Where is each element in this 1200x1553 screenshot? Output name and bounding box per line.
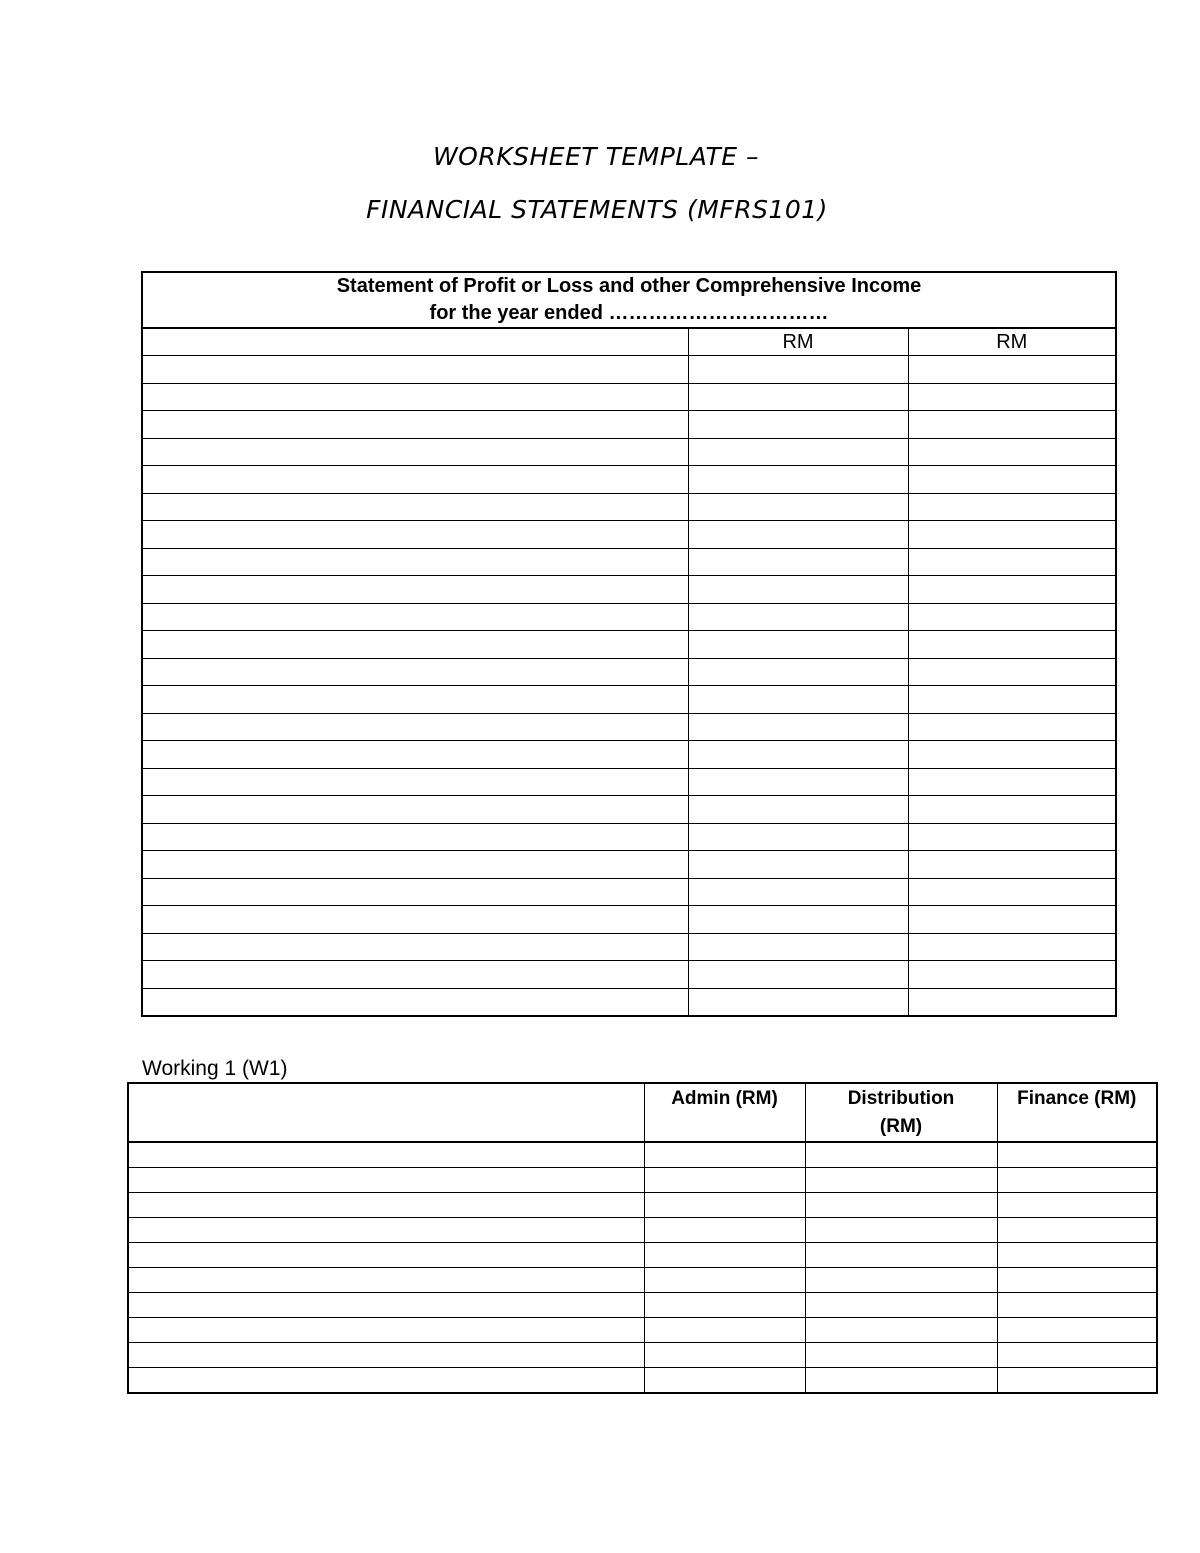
pl-entry-cell[interactable]	[142, 906, 688, 934]
pl-heading-line2: for the year ended ……………………………	[429, 302, 829, 324]
pl-table-row	[142, 521, 1116, 549]
pl-entry-cell[interactable]	[142, 878, 688, 906]
w1-entry-cell[interactable]	[644, 1193, 805, 1218]
pl-entry-cell[interactable]	[142, 796, 688, 824]
pl-entry-cell[interactable]	[908, 383, 1116, 411]
pl-entry-cell[interactable]	[688, 796, 908, 824]
w1-col-finance-header: Finance (RM)	[997, 1083, 1157, 1142]
w1-table-row	[128, 1318, 1157, 1343]
pl-entry-cell[interactable]	[908, 548, 1116, 576]
pl-entry-cell[interactable]	[142, 383, 688, 411]
pl-entry-cell[interactable]	[142, 658, 688, 686]
w1-entry-cell[interactable]	[997, 1343, 1157, 1368]
pl-entry-cell[interactable]	[142, 521, 688, 549]
pl-entry-cell[interactable]	[688, 438, 908, 466]
pl-entry-cell[interactable]	[908, 493, 1116, 521]
w1-entry-cell[interactable]	[644, 1293, 805, 1318]
w1-entry-cell[interactable]	[644, 1142, 805, 1168]
w1-entry-cell[interactable]	[644, 1243, 805, 1268]
pl-table-row	[142, 988, 1116, 1016]
pl-table-row	[142, 741, 1116, 769]
pl-entry-cell[interactable]	[688, 411, 908, 439]
w1-entry-cell[interactable]	[997, 1368, 1157, 1394]
w1-entry-cell[interactable]	[805, 1243, 997, 1268]
pl-entry-cell[interactable]	[142, 493, 688, 521]
pl-entry-cell[interactable]	[908, 466, 1116, 494]
pl-entry-cell[interactable]	[688, 768, 908, 796]
pl-entry-cell[interactable]	[908, 933, 1116, 961]
working1-label: Working 1 (W1)	[142, 1057, 288, 1080]
pl-entry-cell[interactable]	[908, 576, 1116, 604]
w1-entry-cell[interactable]	[997, 1193, 1157, 1218]
pl-entry-cell[interactable]	[142, 713, 688, 741]
pl-entry-cell[interactable]	[688, 658, 908, 686]
w1-entry-cell[interactable]	[128, 1368, 644, 1394]
pl-entry-cell[interactable]	[142, 411, 688, 439]
pl-entry-cell[interactable]	[908, 796, 1116, 824]
w1-table-row	[128, 1368, 1157, 1394]
pl-table-row	[142, 411, 1116, 439]
w1-entry-cell[interactable]	[644, 1168, 805, 1193]
w1-entry-cell[interactable]	[128, 1168, 644, 1193]
pl-entry-cell[interactable]	[688, 713, 908, 741]
pl-entry-cell[interactable]	[688, 521, 908, 549]
pl-entry-cell[interactable]	[142, 686, 688, 714]
w1-entry-cell[interactable]	[997, 1268, 1157, 1293]
w1-entry-cell[interactable]	[128, 1142, 644, 1168]
pl-entry-cell[interactable]	[908, 988, 1116, 1016]
pl-entry-cell[interactable]	[908, 878, 1116, 906]
w1-table-row	[128, 1343, 1157, 1368]
w1-entry-cell[interactable]	[997, 1142, 1157, 1168]
pl-entry-cell[interactable]	[142, 356, 688, 384]
pl-entry-cell[interactable]	[142, 548, 688, 576]
w1-entry-cell[interactable]	[805, 1142, 997, 1168]
pl-table-row	[142, 851, 1116, 879]
pl-entry-cell[interactable]	[688, 988, 908, 1016]
pl-entry-cell[interactable]	[688, 576, 908, 604]
w1-entry-cell[interactable]	[805, 1318, 997, 1343]
pl-entry-cell[interactable]	[688, 548, 908, 576]
pl-entry-cell[interactable]	[908, 713, 1116, 741]
pl-entry-cell[interactable]	[908, 438, 1116, 466]
w1-table-row	[128, 1293, 1157, 1318]
w1-entry-cell[interactable]	[128, 1343, 644, 1368]
pl-entry-cell[interactable]	[142, 438, 688, 466]
pl-entry-cell[interactable]	[142, 603, 688, 631]
pl-entry-cell[interactable]	[908, 823, 1116, 851]
pl-entry-cell[interactable]	[688, 383, 908, 411]
pl-entry-cell[interactable]	[908, 603, 1116, 631]
pl-table-row	[142, 466, 1116, 494]
pl-entry-cell[interactable]	[142, 823, 688, 851]
pl-table-row	[142, 603, 1116, 631]
w1-entry-cell[interactable]	[128, 1318, 644, 1343]
working1-table	[127, 1082, 1158, 1394]
pl-entry-cell[interactable]	[142, 466, 688, 494]
pl-table-row	[142, 768, 1116, 796]
pl-entry-cell[interactable]	[908, 768, 1116, 796]
w1-column-header-row	[128, 1083, 1157, 1142]
pl-entry-cell[interactable]	[688, 686, 908, 714]
profit-loss-table	[141, 271, 1117, 1017]
w1-entry-cell[interactable]	[644, 1268, 805, 1293]
pl-entry-cell[interactable]	[908, 851, 1116, 879]
w1-entry-cell[interactable]	[128, 1193, 644, 1218]
w1-entry-cell[interactable]	[805, 1168, 997, 1193]
pl-table-row	[142, 686, 1116, 714]
document-title-line2: FINANCIAL STATEMENTS (MFRS101)	[366, 195, 828, 224]
pl-entry-cell[interactable]	[142, 768, 688, 796]
pl-table-row	[142, 658, 1116, 686]
pl-col-rm-header: RM	[688, 328, 908, 356]
pl-table-row	[142, 906, 1116, 934]
pl-entry-cell[interactable]	[688, 906, 908, 934]
w1-entry-cell[interactable]	[997, 1243, 1157, 1268]
w1-entry-cell[interactable]	[997, 1168, 1157, 1193]
w1-entry-cell[interactable]	[805, 1218, 997, 1243]
pl-column-header-row	[142, 328, 1116, 356]
pl-col-rm-header: RM	[908, 328, 1116, 356]
w1-entry-cell[interactable]	[805, 1368, 997, 1394]
w1-table-row	[128, 1218, 1157, 1243]
pl-entry-cell[interactable]	[688, 631, 908, 659]
w1-entry-cell[interactable]	[997, 1318, 1157, 1343]
w1-entry-cell[interactable]	[644, 1218, 805, 1243]
pl-table-row	[142, 576, 1116, 604]
w1-entry-cell[interactable]	[644, 1318, 805, 1343]
w1-entry-cell[interactable]	[805, 1268, 997, 1293]
pl-entry-cell[interactable]	[688, 356, 908, 384]
pl-entry-cell[interactable]	[908, 658, 1116, 686]
w1-entry-cell[interactable]	[644, 1368, 805, 1394]
pl-entry-cell[interactable]	[142, 988, 688, 1016]
pl-table-heading	[142, 272, 1116, 328]
pl-entry-cell[interactable]	[142, 961, 688, 989]
w1-entry-cell[interactable]	[997, 1293, 1157, 1318]
pl-table-row	[142, 438, 1116, 466]
document-title-line1: WORKSHEET TEMPLATE –	[432, 142, 760, 171]
pl-entry-cell[interactable]	[688, 493, 908, 521]
pl-entry-cell[interactable]	[142, 631, 688, 659]
pl-entry-cell[interactable]	[688, 823, 908, 851]
pl-entry-cell[interactable]	[688, 878, 908, 906]
pl-entry-cell[interactable]	[908, 961, 1116, 989]
w1-entry-cell[interactable]	[644, 1343, 805, 1368]
pl-heading-line1: Statement of Profit or Loss and other Comprehensive Income	[336, 275, 922, 297]
pl-entry-cell[interactable]	[688, 466, 908, 494]
w1-table-row	[128, 1193, 1157, 1218]
pl-entry-cell[interactable]	[688, 933, 908, 961]
w1-entry-cell[interactable]	[128, 1243, 644, 1268]
w1-entry-cell[interactable]	[128, 1293, 644, 1318]
pl-table-row	[142, 933, 1116, 961]
w1-col-distribution-header: Distribution (RM)	[805, 1083, 997, 1142]
pl-entry-cell[interactable]	[142, 851, 688, 879]
w1-table-row	[128, 1268, 1157, 1293]
w1-entry-cell[interactable]	[128, 1268, 644, 1293]
w1-table-row	[128, 1168, 1157, 1193]
pl-entry-cell[interactable]	[142, 576, 688, 604]
w1-table-row	[128, 1142, 1157, 1168]
w1-entry-cell[interactable]	[805, 1193, 997, 1218]
pl-table-row	[142, 356, 1116, 384]
pl-table-row	[142, 823, 1116, 851]
pl-entry-cell[interactable]	[688, 961, 908, 989]
pl-entry-cell[interactable]	[908, 906, 1116, 934]
pl-table-row	[142, 631, 1116, 659]
pl-entry-cell[interactable]	[908, 521, 1116, 549]
pl-table-row	[142, 961, 1116, 989]
pl-entry-cell[interactable]	[908, 686, 1116, 714]
w1-entry-cell[interactable]	[997, 1218, 1157, 1243]
pl-entry-cell[interactable]	[688, 741, 908, 769]
pl-entry-cell[interactable]	[908, 631, 1116, 659]
pl-table-row	[142, 713, 1116, 741]
pl-entry-cell[interactable]	[908, 411, 1116, 439]
pl-entry-cell[interactable]	[142, 741, 688, 769]
pl-table-row	[142, 383, 1116, 411]
w1-entry-cell[interactable]	[805, 1343, 997, 1368]
pl-entry-cell[interactable]	[908, 356, 1116, 384]
w1-entry-cell[interactable]	[805, 1293, 997, 1318]
w1-col-description-header	[128, 1083, 644, 1142]
pl-col-description-header	[142, 328, 688, 356]
w1-table-row	[128, 1243, 1157, 1268]
pl-table-row	[142, 548, 1116, 576]
pl-entry-cell[interactable]	[688, 603, 908, 631]
pl-table-row	[142, 878, 1116, 906]
pl-entry-cell[interactable]	[142, 933, 688, 961]
w1-col-admin-header: Admin (RM)	[644, 1083, 805, 1142]
w1-entry-cell[interactable]	[128, 1218, 644, 1243]
pl-entry-cell[interactable]	[908, 741, 1116, 769]
pl-table-row	[142, 796, 1116, 824]
pl-table-row	[142, 493, 1116, 521]
pl-entry-cell[interactable]	[688, 851, 908, 879]
